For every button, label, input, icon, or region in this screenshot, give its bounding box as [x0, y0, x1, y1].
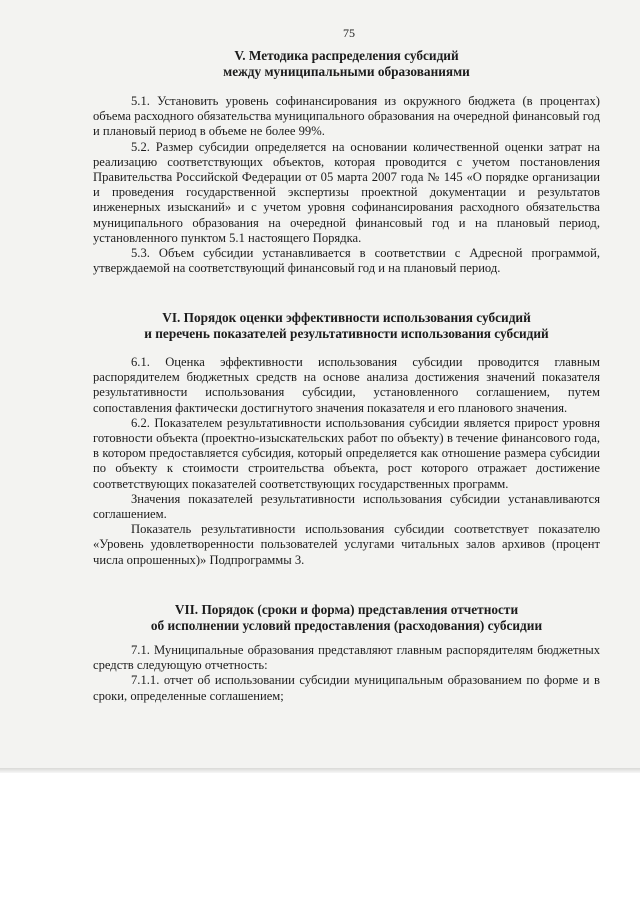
- paragraph-6-indicator: Показатель результативности использования субсидии соответствует показателю «Уровень удовлетворенности пользователей услугами читальных залов архивов (процент числа опрошенных)» Подпрограммы 3.: [93, 522, 600, 567]
- section-5-body: [93, 94, 600, 276]
- scan-bottom-edge: [0, 768, 640, 773]
- paragraph-7-1-1: 7.1.1. отчет об использовании субсидии муниципальным образованием по форме и в сроки, определенные соглашением;: [93, 673, 600, 703]
- paragraph-6-values: Значения показателей результативности использования субсидии устанавливаются соглашением.: [93, 491, 600, 522]
- section-6-title-line-1: VI. Порядок оценки эффективности использования субсидий: [162, 310, 531, 325]
- paragraph-5-3: 5.3. Объем субсидии устанавливается в соответствии с Адресной программой, утверждаемой на соответствующий финансовый год и на плановый период.: [93, 246, 600, 276]
- section-7-title-line-2: об исполнении условий предоставления (расходования) субсидии: [150, 618, 543, 633]
- page-number: 75: [343, 26, 355, 40]
- paragraph-6-1: 6.1. Оценка эффективности использования субсидии проводится главным распорядителем бюджетных средств на основе анализа достижения значений показателя результативности использования субсидии, установленного соглашением, путем сопоставления фактически достигнутого значения показателя и его планового значения.: [93, 355, 600, 415]
- section-5-heading: [93, 48, 600, 80]
- section-6-body: [93, 355, 600, 568]
- section-7-heading: [93, 602, 600, 634]
- paragraph-5-1: 5.1. Установить уровень софинансирования из окружного бюджета (в процентах) объема расходного обязательства муниципального образования на очередной финансовый год и плановый период в объеме не более 99%.: [93, 94, 600, 139]
- section-7-title-line-1: VII. Порядок (сроки и форма) представления отчетности: [174, 602, 519, 617]
- section-7-body: [93, 643, 600, 704]
- section-6-title-line-2: и перечень показателей результативности использования субсидий: [144, 326, 549, 341]
- section-5-title-line-1: V. Методика распределения субсидий: [234, 48, 459, 63]
- paragraph-7-1: 7.1. Муниципальные образования представляют главным распорядителям бюджетных средств следующую отчетность:: [93, 643, 600, 673]
- section-5-title-line-2: между муниципальными образованиями: [223, 64, 470, 79]
- paragraph-6-2: 6.2. Показателем результативности использования субсидии является прирост уровня готовности объекта (проектно-изыскательских работ по объекту) в течение финансового года, в котором предоставляется субсидия, который определяется как отношение размера субсидии по объекту к стоимости строительства объекта, рост которого отражает достижение соответствующих показателей соответствующих государственных программ.: [93, 415, 600, 491]
- paragraph-5-2: 5.2. Размер субсидии определяется на основании количественной оценки затрат на реализацию соответствующих объектов, которая проводится с учетом постановления Правительства Российской Федерации от 05 марта 2007 года № 145 «О порядке организации и проведения государственной экспертизы проектной документации и результатов инженерных изысканий» и с учетом уровня софинансирования расходного обязательства муниципального образования на очередной финансовый год и на плановый период, установленного пунктом 5.1 настоящего Порядка.: [93, 139, 600, 245]
- section-6-heading: [93, 310, 600, 342]
